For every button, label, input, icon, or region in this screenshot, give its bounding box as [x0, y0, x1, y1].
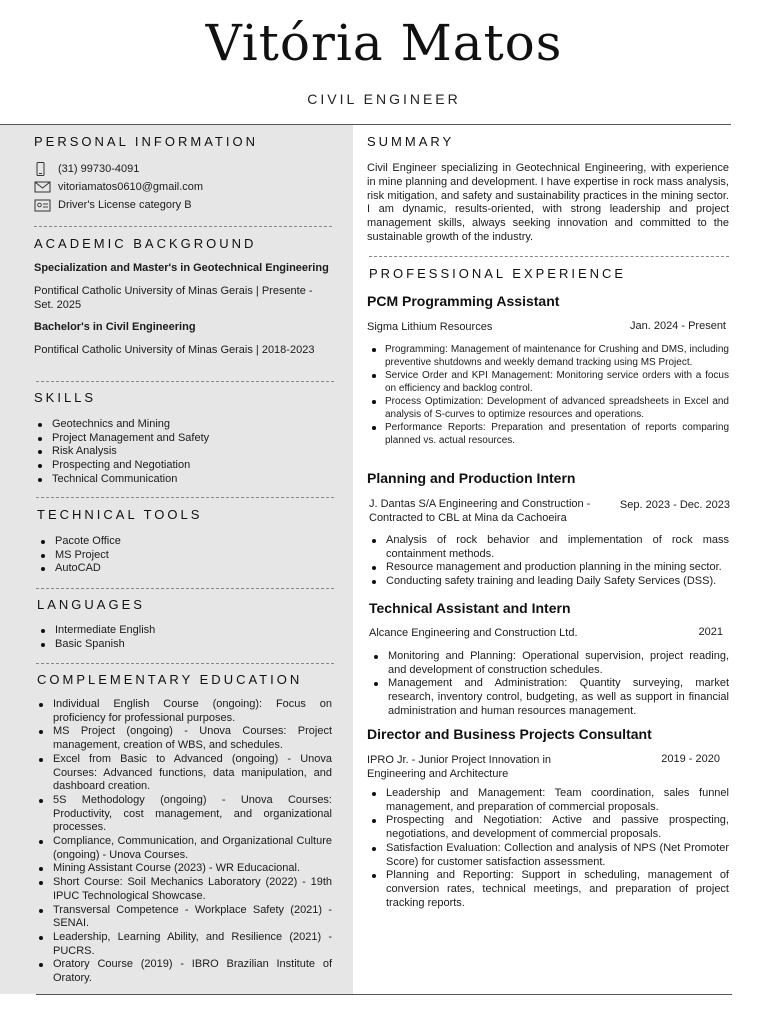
job-dates: Jan. 2024 - Present: [629, 320, 726, 332]
job-company: Alcance Engineering and Construction Ltd.: [369, 627, 578, 639]
list-item: Leadership and Management: Team coordination, sales funnel management, and preparation of commercial proposals.: [368, 787, 729, 814]
languages-heading: LANGUAGES: [37, 597, 145, 612]
list-item: Excel from Basic to Advanced (ongoing) - Unova Courses: Advanced functions, data manipulation, and dashboard creation.: [35, 753, 332, 794]
list-item: Performance Reports: Preparation and presentation of reports comparing planned vs. actual resources.: [368, 421, 729, 447]
resume-header: [0, 0, 768, 125]
summary-text: Civil Engineer specializing in Geotechnical Engineering, with experience in mine planning and development. I have expertise in rock mass analysis, risk mitigation, and safety and sustainability practices in the mining sector. I am dynamic, results-oriented, with strong leadership and project management skills, always seeking innovation and committed to the sustainable growth of the industry.: [367, 162, 729, 243]
degree-2: Bachelor's in Civil Engineering: [34, 321, 196, 333]
list-item: Prospecting and Negotiation: Active and passive prospecting, negotiations, and development of commercial proposals.: [368, 814, 729, 841]
degree-1: Specialization and Master's in Geotechnical Engineering: [34, 262, 329, 274]
list-item: Leadership, Learning Ability, and Resilience (2021) - PUCRS.: [35, 931, 332, 958]
list-item: Analysis of rock behavior and implementation of rock mass containment methods.: [368, 534, 729, 561]
section-divider: [34, 226, 332, 227]
email-text[interactable]: vitoriamatos0610@gmail.com: [58, 181, 204, 193]
tools-heading: TECHNICAL TOOLS: [37, 507, 203, 522]
job-company: Sigma Lithium Resources: [367, 321, 493, 333]
section-divider: [36, 663, 334, 664]
list-item: Monitoring and Planning: Operational supervision, project reading, and development of construction schedules.: [370, 650, 729, 677]
list-item: Short Course: Soil Mechanics Laboratory (2022) - 19th IPUC Technological Showcase.: [35, 876, 332, 903]
job-dates: Sep. 2023 - Dec. 2023: [619, 499, 730, 511]
list-item: MS Project: [37, 549, 334, 563]
list-item: Individual English Course (ongoing): Focus on proficiency for professional purposes.: [35, 698, 332, 725]
list-item: Risk Analysis: [34, 445, 334, 459]
list-item: MS Project (ongoing) - Unova Courses: Project management, creation of WBS, and schedules.: [35, 725, 332, 752]
list-item: Transversal Competence - Workplace Safety (2021) - SENAI.: [35, 904, 332, 931]
school-2: Pontifical Catholic University of Minas Gerais | 2018-2023: [34, 344, 315, 356]
candidate-title: CIVIL ENGINEER: [307, 91, 461, 107]
tools-list: [37, 535, 334, 576]
section-divider: [36, 497, 334, 498]
job-dates: 2019 - 2020: [661, 753, 720, 765]
list-item: Prospecting and Negotiation: [34, 459, 334, 473]
list-item: Project Management and Safety: [34, 432, 334, 446]
section-divider: [369, 256, 729, 257]
job-company: J. Dantas S/A Engineering and Construction - Contracted to CBL at Mina da Cachoeira: [369, 498, 591, 524]
list-item: Mining Assistant Course (2023) - WR Educacional.: [35, 862, 332, 876]
list-item: Resource management and production planning in the mining sector.: [368, 561, 729, 575]
list-item: Pacote Office: [37, 535, 334, 549]
job-bullets: [368, 787, 729, 910]
summary-heading: SUMMARY: [367, 134, 455, 149]
languages-list: [37, 624, 334, 651]
job-title: Technical Assistant and Intern: [369, 600, 571, 616]
section-divider: [36, 588, 334, 589]
job-bullets: [368, 534, 729, 589]
complementary-heading: COMPLEMENTARY EDUCATION: [37, 672, 303, 687]
list-item: Planning and Reporting: Support in scheduling, management of conversion rates, technical meetings, and preparation of project tracking reports.: [368, 869, 729, 910]
list-item: Satisfaction Evaluation: Collection and analysis of NPS (Net Promoter Score) for customer satisfaction assessment.: [368, 842, 729, 869]
list-item: Basic Spanish: [37, 638, 334, 652]
footer-divider: [36, 994, 732, 995]
job-company: IPRO Jr. - Junior Project Innovation in Engineering and Architecture: [367, 754, 552, 780]
job-dates: 2021: [698, 626, 723, 638]
list-item: Geotechnics and Mining: [34, 418, 334, 432]
list-item: AutoCAD: [37, 562, 334, 576]
list-item: 5S Methodology (ongoing) - Unova Courses: Productivity, cost management, and organizational processes.: [35, 794, 332, 835]
list-item: Programming: Management of maintenance for Crushing and DMS, including preventive shutdowns and weekly demand tracking using MS Project.: [368, 343, 729, 369]
list-item: Management and Administration: Quantity surveying, market research, inventory control, budgeting, as well as support in financial administration and human resources management.: [370, 677, 729, 718]
id-card-icon: [34, 198, 52, 212]
license-text: Driver's License category B: [58, 199, 192, 211]
list-item: Conducting safety training and leading Daily Safety Services (DSS).: [368, 575, 729, 589]
school-1: Pontifical Catholic University of Minas Gerais | Presente - Set. 2025: [34, 285, 313, 311]
candidate-name: Vitória Matos: [205, 14, 563, 72]
skills-heading: SKILLS: [34, 390, 97, 405]
list-item: Compliance, Communication, and Organizational Culture (ongoing) - Unova Courses.: [35, 835, 332, 862]
section-divider: [36, 381, 334, 382]
job-title: PCM Programming Assistant: [367, 293, 560, 309]
experience-heading: PROFESSIONAL EXPERIENCE: [369, 266, 627, 281]
phone-icon: [34, 162, 52, 176]
job-bullets: [368, 343, 729, 447]
list-item: Oratory Course (2019) - IBRO Brazilian Institute of Oratory.: [35, 958, 332, 985]
envelope-icon: [34, 180, 52, 194]
list-item: Service Order and KPI Management: Monitoring service orders with a focus on efficiency and backlog control.: [368, 369, 729, 395]
job-bullets: [370, 650, 729, 719]
academic-heading: ACADEMIC BACKGROUND: [34, 236, 257, 251]
list-item: Process Optimization: Development of advanced spreadsheets in Excel and analysis of S-curves to optimize resources and operations.: [368, 395, 729, 421]
phone-text: (31) 99730-4091: [58, 163, 140, 175]
skills-list: [34, 418, 334, 487]
job-title: Planning and Production Intern: [367, 470, 576, 486]
job-title: Director and Business Projects Consultant: [367, 726, 652, 742]
personal-info-heading: PERSONAL INFORMATION: [34, 134, 258, 149]
complementary-list: [35, 698, 332, 986]
list-item: Technical Communication: [34, 473, 334, 487]
list-item: Intermediate English: [37, 624, 334, 638]
